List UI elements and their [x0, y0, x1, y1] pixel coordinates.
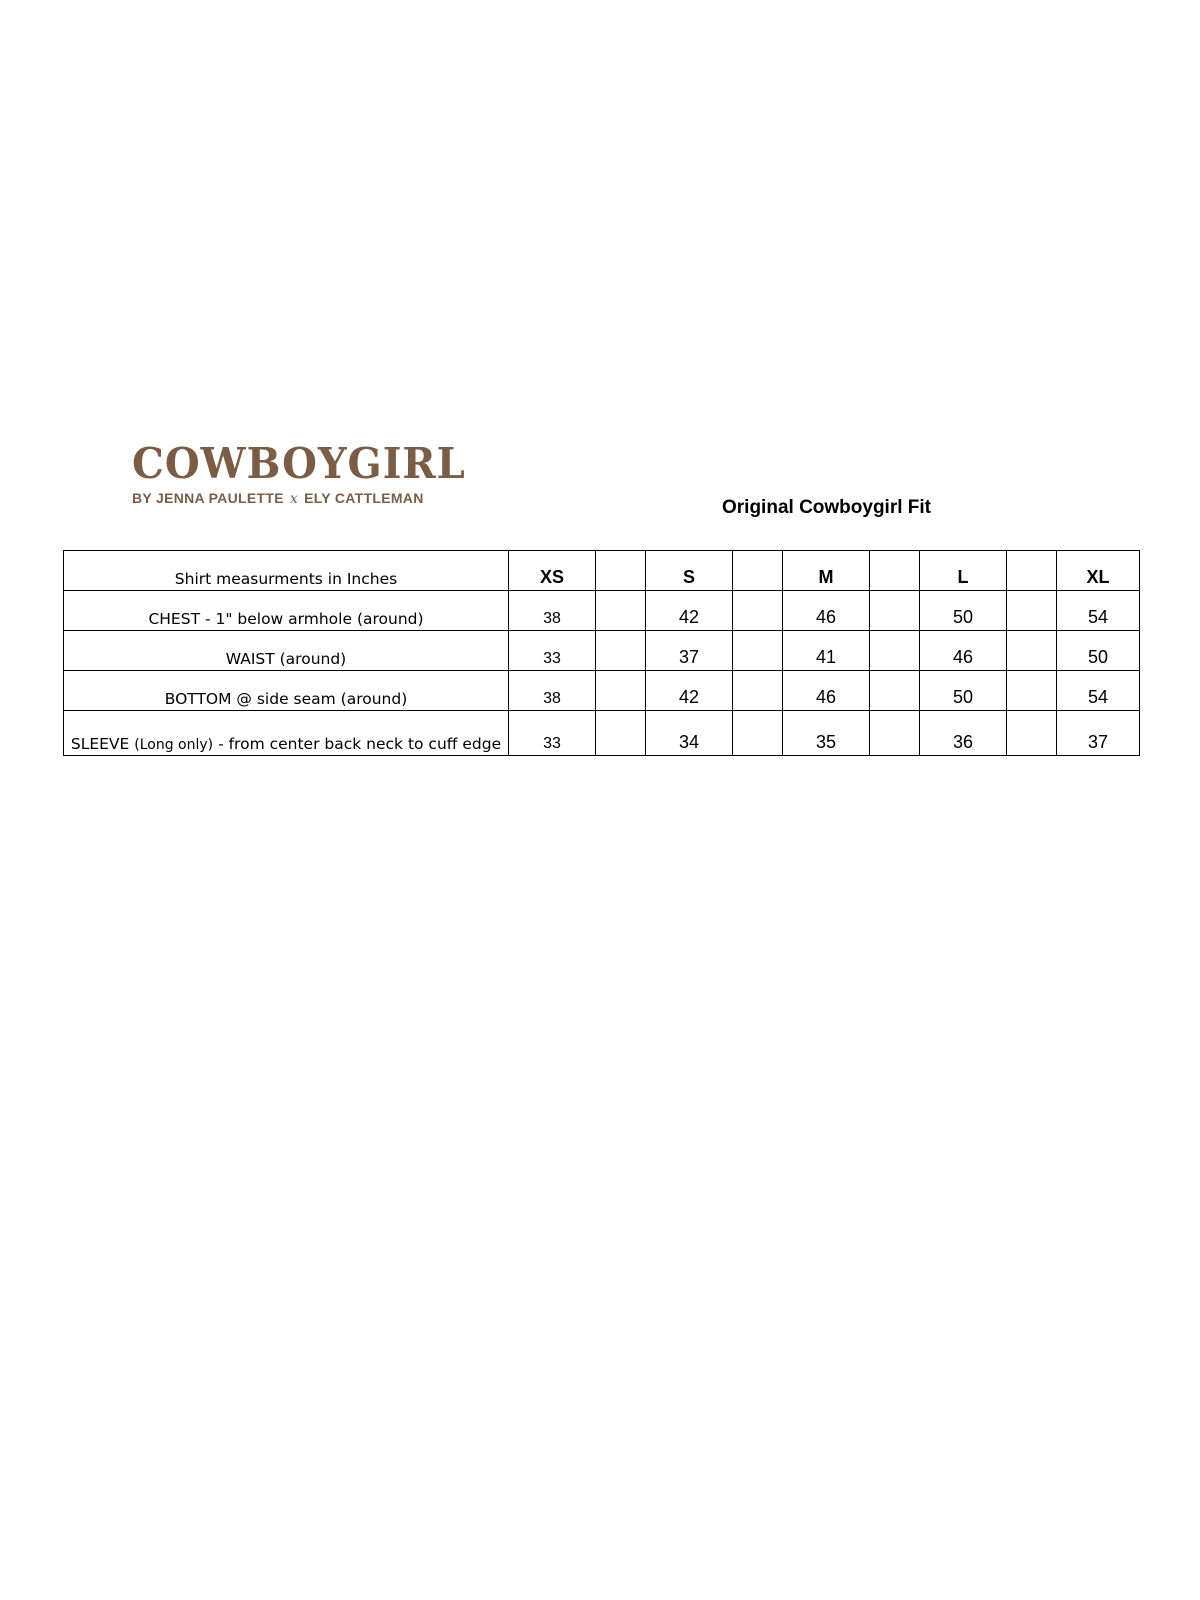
- cell-value: 38: [509, 671, 596, 711]
- size-chart-table: [63, 550, 1140, 756]
- logo-byline-right: ELY CATTLEMAN: [304, 490, 424, 506]
- size-header-xs: XS: [509, 551, 596, 591]
- spacer-cell: [596, 591, 646, 631]
- table-row-waist: [64, 631, 1140, 671]
- size-header-xl: XL: [1057, 551, 1140, 591]
- spacer-cell: [733, 671, 783, 711]
- spacer-cell: [870, 711, 920, 756]
- cell-value: 54: [1057, 591, 1140, 631]
- spacer-cell: [596, 551, 646, 591]
- cell-value: 37: [1057, 711, 1140, 756]
- logo-byline-left: BY JENNA PAULETTE: [132, 490, 284, 506]
- table-header-row: [64, 551, 1140, 591]
- spacer-cell: [870, 591, 920, 631]
- table-row-sleeve: [64, 711, 1140, 756]
- cell-value: 35: [783, 711, 870, 756]
- cell-value: 41: [783, 631, 870, 671]
- header-label: Shirt measurments in Inches: [64, 551, 509, 591]
- spacer-cell: [1007, 551, 1057, 591]
- cell-value: 34: [646, 711, 733, 756]
- row-label: [64, 711, 509, 756]
- sleeve-label-rest: - from center back neck to cuff edge: [218, 735, 502, 753]
- row-label: CHEST - 1" below armhole (around): [64, 591, 509, 631]
- table-row-chest: [64, 591, 1140, 631]
- spacer-cell: [596, 671, 646, 711]
- logo-byline: [132, 490, 422, 507]
- spacer-cell: [596, 711, 646, 756]
- cell-value: 46: [783, 671, 870, 711]
- spacer-cell: [1007, 671, 1057, 711]
- logo-byline-x: x: [289, 491, 299, 507]
- size-header-l: L: [920, 551, 1007, 591]
- cell-value: 46: [920, 631, 1007, 671]
- sleeve-label-main: SLEEVE: [70, 735, 130, 753]
- brand-logo: [132, 438, 466, 507]
- table-row-bottom: [64, 671, 1140, 711]
- cell-value: 33: [509, 631, 596, 671]
- cell-value: 42: [646, 591, 733, 631]
- cell-value: 50: [920, 591, 1007, 631]
- spacer-cell: [870, 551, 920, 591]
- spacer-cell: [1007, 631, 1057, 671]
- cell-value: 33: [509, 711, 596, 756]
- row-label: WAIST (around): [64, 631, 509, 671]
- cell-value: 46: [783, 591, 870, 631]
- cell-value: 54: [1057, 671, 1140, 711]
- spacer-cell: [733, 631, 783, 671]
- spacer-cell: [733, 591, 783, 631]
- spacer-cell: [870, 671, 920, 711]
- size-header-s: S: [646, 551, 733, 591]
- cell-value: 36: [920, 711, 1007, 756]
- cell-value: 42: [646, 671, 733, 711]
- size-header-m: M: [783, 551, 870, 591]
- sleeve-label-paren: (Long only): [134, 737, 214, 753]
- cell-value: 50: [920, 671, 1007, 711]
- spacer-cell: [596, 631, 646, 671]
- spacer-cell: [1007, 591, 1057, 631]
- fit-title: Original Cowboygirl Fit: [722, 497, 931, 518]
- logo-wordmark: COWBOYGIRL: [132, 438, 466, 489]
- spacer-cell: [733, 551, 783, 591]
- cell-value: 37: [646, 631, 733, 671]
- cell-value: 38: [509, 591, 596, 631]
- cell-value: 50: [1057, 631, 1140, 671]
- spacer-cell: [1007, 711, 1057, 756]
- row-label: BOTTOM @ side seam (around): [64, 671, 509, 711]
- spacer-cell: [733, 711, 783, 756]
- spacer-cell: [870, 631, 920, 671]
